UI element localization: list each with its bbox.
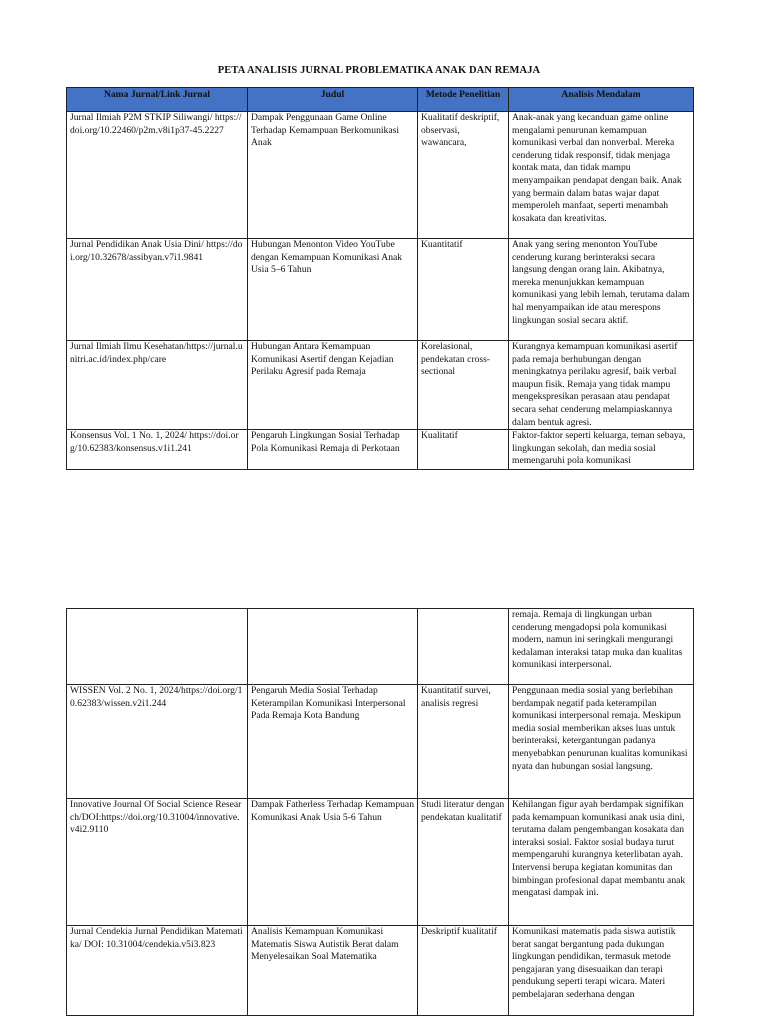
cell-analisis: Komunikasi matematis pada siswa autistik berat sangat bergantung pada dukungan lingkungan pendidikan, termasuk metode pengajaran yang disesuaikan dan terapi pendukung seperti terapi wicara. Materi pembelajaran sederhana dengan (509, 926, 694, 1016)
jurnal-text: Jurnal Cendekia Jurnal Pendidikan Matematika/ DOI: 10.31004/cendekia.v5i3.823 (70, 926, 243, 950)
cell-metode (418, 609, 509, 685)
cell-jurnal (67, 799, 248, 926)
cell-judul: Pengaruh Media Sosial Terhadap Keterampilan Komunikasi Interpersonal Pada Remaja Kota Bandung (248, 685, 418, 799)
cell-judul: Pengaruh Lingkungan Sosial Terhadap Pola Komunikasi Remaja di Perkotaan (248, 430, 418, 470)
cell-jurnal (67, 341, 248, 430)
cell-judul: Analisis Kemampuan Komunikasi Matematis Siswa Autistik Berat dalam Menyelesaikan Soal Matematika (248, 926, 418, 1016)
cell-metode: Kuantitatif survei, analisis regresi (418, 685, 509, 799)
jurnal-text: Jurnal Ilmiah Ilmu Kesehatan/https://jurnal.unitri.ac.id/index.php/care (70, 341, 243, 365)
cell-judul: Dampak Penggunaan Game Online Terhadap Kemampuan Berkomunikasi Anak (248, 112, 418, 239)
header-analisis: Analisis Mendalam (509, 88, 694, 112)
jurnal-text: Konsensus Vol. 1 No. 1, 2024/ https://doi.org/10.62383/konsensus.v1i1.241 (70, 430, 239, 454)
journal-table-page-1 (66, 87, 694, 470)
table-row (67, 341, 694, 430)
cell-metode: Kualitatif deskriptif, observasi, wawancara, (418, 112, 509, 239)
cell-analisis: Kurangnya kemampuan komunikasi asertif pada remaja berhubungan dengan meningkatnya perilaku agresif, baik verbal maupun fisik. Remaja yang tidak mampu mengekspresikan perasaan atau pendapat secara sehat cenderung melampiaskannya dalam bentuk agresi. (509, 341, 694, 430)
table-row (67, 430, 694, 470)
cell-judul (248, 609, 418, 685)
cell-jurnal (67, 685, 248, 799)
table-row (67, 609, 694, 685)
cell-jurnal (67, 239, 248, 341)
jurnal-text: Jurnal Pendidikan Anak Usia Dini/ https://doi.org/10.32678/assibyan.v7i1.9841 (70, 239, 243, 263)
header-judul: Judul (248, 88, 418, 112)
table-row (67, 112, 694, 239)
cell-analisis: Anak-anak yang kecanduan game online mengalami penurunan kemampuan komunikasi verbal dan nonverbal. Mereka cenderung tidak responsif, tidak menjaga kontak mata, dan tidak mampu menyampaikan pendapat dengan baik. Anak yang bermain dalam batas wajar dapat memperoleh manfaat, seperti menambah kosakata dan kreativitas. (509, 112, 694, 239)
cell-judul: Hubungan Menonton Video YouTube dengan Kemampuan Komunikasi Anak Usia 5–6 Tahun (248, 239, 418, 341)
cell-jurnal (67, 430, 248, 470)
journal-table-page-2 (66, 608, 694, 1016)
cell-analisis: Penggunaan media sosial yang berlebihan berdampak negatif pada keterampilan komunikasi interpersonal remaja. Meskipun media sosial memberikan akses luas untuk berinteraksi, ketergantungan padanya menyebabkan penurunan kualitas komunikasi nyata dan hubungan sosial langsung. (509, 685, 694, 799)
cell-analisis: Kehilangan figur ayah berdampak signifikan pada kemampuan komunikasi anak usia dini, terutama dalam pengembangan kosakata dan interaksi sosial. Faktor sosial budaya turut mempengaruhi kurangnya keterlibatan ayah. Intervensi berupa kegiatan komunitas dan bimbingan profesional dapat membantu anak mengatasi dampak ini. (509, 799, 694, 926)
cell-metode: Studi literatur dengan pendekatan kualitatif (418, 799, 509, 926)
table-row (67, 685, 694, 799)
cell-judul: Hubungan Antara Kemampuan Komunikasi Asertif dengan Kejadian Perilaku Agresif pada Remaja (248, 341, 418, 430)
table-row (67, 239, 694, 341)
table-row (67, 926, 694, 1016)
jurnal-text: Innovative Journal Of Social Science Research/DOI:https://doi.org/10.31004/innovative.v4i2.9110 (70, 799, 242, 836)
cell-analisis: remaja. Remaja di lingkungan urban cenderung mengadopsi pola komunikasi modern, namun ini seringkali mengurangi kedalaman interaksi tatap muka dan kualitas komunikasi interpersonal. (509, 609, 694, 685)
document-title: PETA ANALISIS JURNAL PROBLEMATIKA ANAK DAN REMAJA (217, 65, 541, 76)
cell-analisis: Anak yang sering menonton YouTube cenderung kurang berinteraksi secara langsung dengan orang lain. Akibatnya, mereka menunjukkan kemampuan komunikasi yang lebih lemah, terutama dalam hal menyampaikan ide atau merespons lingkungan sosial secara aktif. (509, 239, 694, 341)
cell-jurnal (67, 926, 248, 1016)
cell-metode: Kuantitatif (418, 239, 509, 341)
header-metode: Metode Penelitian (418, 88, 509, 112)
cell-jurnal (67, 609, 248, 685)
header-jurnal: Nama Jurnal/Link Jurnal (67, 88, 248, 112)
cell-jurnal (67, 112, 248, 239)
jurnal-text: Jurnal Ilmiah P2M STKIP Siliwangi/ https://doi.org/10.22460/p2m.v8i1p37-45.2227 (70, 112, 242, 136)
cell-metode: Korelasional, pendekatan cross-sectional (418, 341, 509, 430)
cell-metode: Kualitatif (418, 430, 509, 470)
cell-metode: Deskriptif kualitatif (418, 926, 509, 1016)
table-header-row (67, 88, 694, 112)
table-row (67, 799, 694, 926)
jurnal-text: WISSEN Vol. 2 No. 1, 2024/https://doi.org/10.62383/wissen.v2i1.244 (70, 685, 243, 709)
cell-judul: Dampak Fatherless Terhadap Kemampuan Komunikasi Anak Usia 5-6 Tahun (248, 799, 418, 926)
cell-analisis: Faktor-faktor seperti keluarga, teman sebaya, lingkungan sekolah, dan media sosial memengaruhi pola komunikasi (509, 430, 694, 470)
